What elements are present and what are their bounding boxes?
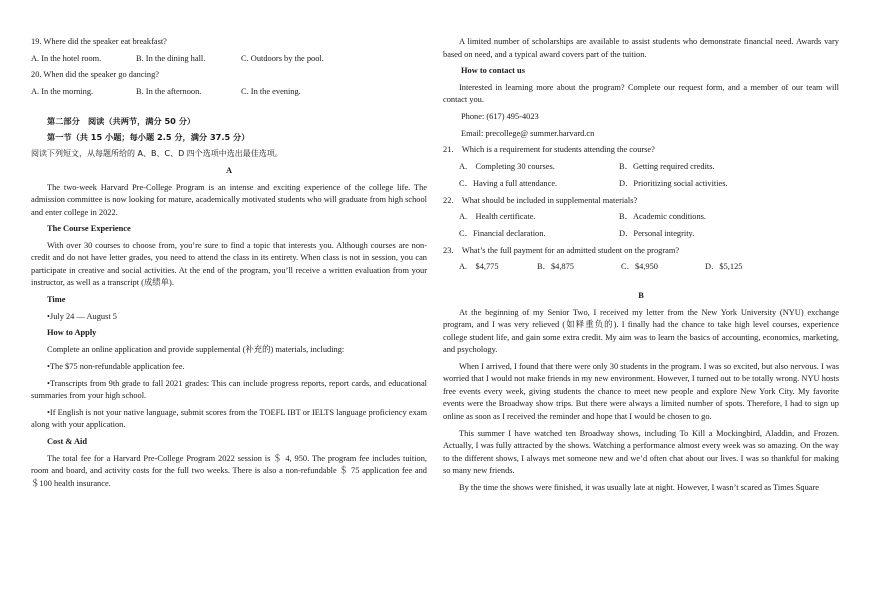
option-c: C. In the evening.: [241, 87, 301, 97]
option-d: D．Prioritizing social activities.: [619, 178, 728, 188]
option-b: B. In the afternoon.: [136, 87, 202, 97]
question-19-options: [31, 53, 427, 66]
option-c: C. Outdoors by the pool.: [241, 53, 324, 63]
question-22: 22. What should be included in supplemental materials?: [443, 195, 638, 205]
course-heading: The Course Experience: [47, 224, 131, 234]
scholarship-paragraph: A limited number of scholarships are available to assist students who demonstrate financial need. Awards vary based on need, and a typical award covers part of the tuition.: [443, 37, 839, 59]
question-21-options-row1: [443, 161, 839, 174]
passage-b-paragraph-4: By the time the shows were finished, it was usually late at night. However, I wasn’t scared as Times Square: [459, 482, 820, 492]
option-b: B．Academic conditions.: [619, 212, 706, 222]
option-d: D．$5,125: [705, 262, 743, 272]
contact-heading: How to contact us: [461, 66, 525, 76]
option-b: B．Getting required credits.: [619, 162, 715, 172]
option-d: D．Personal integrity.: [619, 228, 695, 238]
apply-bullet-fee: •The $75 non-refundable application fee.: [47, 361, 185, 371]
option-b: B. In the dining hall.: [136, 53, 206, 63]
section-1-heading: 第一节（共 15 小题；每小题 2.5 分，满分 37.5 分）: [47, 132, 250, 143]
passage-b-paragraph-1: At the beginning of my Senior Two, I received my letter from the New York University (NYU) exchange program, and I was very relieved (如释重负的). I finally had the chance to take high level courses, experience college student life, and gain some extra credit. My aim was to learn the basics of accounting, economics, marketing, and psychology.: [443, 307, 839, 355]
question-23: 23. What’s the full payment for an admitted student on the program?: [443, 245, 680, 255]
instructions: 阅读下列短文，从每题所给的 A、B、C、D 四个选项中选出最佳选项。: [31, 149, 283, 159]
passage-b-paragraph-2: When I arrived, I found that there were only 30 students in the program. I was so excited, but also nervous. I was worried that I would not make friends in my new environment. However, I turned out to be totally wrong. NYU hosts free events every week, giving students the chance to meet new people and explore New York City. My favorite events were the Broadway show trips. But there were always a limited number of spots. Therefore, I had to sign up online as soon as I received the reminder and hope that I would be chosen to go.: [443, 361, 839, 421]
question-21-options-row2: [443, 178, 839, 191]
phone: Phone: (617) 495-4023: [461, 112, 539, 122]
apply-bullet-transcripts: •Transcripts from 9th grade to fall 2021 grades: This can include progress reports, report cards, and educational summaries from your high school.: [31, 378, 427, 400]
option-a: A. In the morning.: [31, 87, 94, 97]
question-20-options: [31, 86, 427, 99]
question-21: 21. Which is a requirement for students attending the course?: [443, 145, 655, 155]
cost-heading: Cost & Aid: [47, 436, 88, 446]
option-a: A. Completing 30 courses.: [459, 162, 555, 172]
time-heading: Time: [47, 295, 66, 305]
option-c: C．Financial declaration.: [459, 228, 546, 238]
question-22-options-row2: [443, 228, 839, 241]
left-column: [31, 36, 427, 494]
option-a: A. Health certificate.: [459, 212, 536, 222]
option-c: C．Having a full attendance.: [459, 178, 558, 188]
option-c: C．$4,950: [621, 262, 658, 272]
question-20: 20. When did the speaker go dancing?: [31, 70, 159, 80]
course-paragraph: With over 30 courses to choose from, you’re sure to find a topic that interests you. Although courses are non-credit and do not have letter grades, you need to attend the class in its entirety. When class is not in session, you can participate in creative and social activities. At the end of the program, you’ll receive a written evaluation from your instructor, as well as a transcript (成绩单).: [31, 240, 427, 288]
question-22-options-row1: [443, 211, 839, 224]
cost-paragraph: The total fee for a Harvard Pre-College Program 2022 session is ＄ 4, 950. The program fee includes tuition, room and board, and activity costs for the full two weeks. There is also a non-refundable ＄ 75 application fee and ＄100 health insurance.: [31, 453, 427, 488]
passage-b-paragraph-3: This summer I have watched ten Broadway shows, including To Kill a Mockingbird, Aladdin, and Frozen. Actually, I was fully attracted by the shows. Watching a performance almost every week was so amazing. On the way to the different shows, I always met someone new and we’d often chat about our lives. I was so thankful for making so many new friends.: [443, 428, 839, 475]
passage-a-intro: The two-week Harvard Pre-College Program is an intense and exciting experience of the college life. The admission committee is now looking for mature, academically motivated students who will graduate from high school and enter college in 2022.: [31, 182, 427, 217]
apply-paragraph: Complete an online application and provide supplemental (补充的) materials, including:: [47, 345, 345, 355]
passage-b-label: B: [638, 290, 644, 300]
passage-a-label: A: [225, 165, 233, 175]
question-23-options: [443, 261, 839, 274]
option-b: B．$4,875: [537, 262, 574, 272]
question-19: 19. Where did the speaker eat breakfast?: [31, 37, 167, 46]
contact-paragraph: Interested in learning more about the program? Complete our request form, and a member of our team will contact you.: [443, 82, 839, 105]
option-a: A. $4,775: [459, 262, 499, 272]
option-a: A. In the hotel room.: [31, 53, 102, 63]
email: Email: precollege@ summer.harvard.cn: [461, 128, 595, 138]
time-value: •July 24 — August 5: [47, 311, 117, 321]
part-2-heading: 第二部分 阅读（共两节，满分 50 分）: [47, 115, 196, 126]
apply-heading: How to Apply: [47, 328, 97, 338]
right-column: [443, 36, 839, 498]
apply-bullet-english: •If English is not your native language, submit scores from the TOEFL IBT or IELTS language proficiency exam along with your application.: [31, 407, 427, 430]
